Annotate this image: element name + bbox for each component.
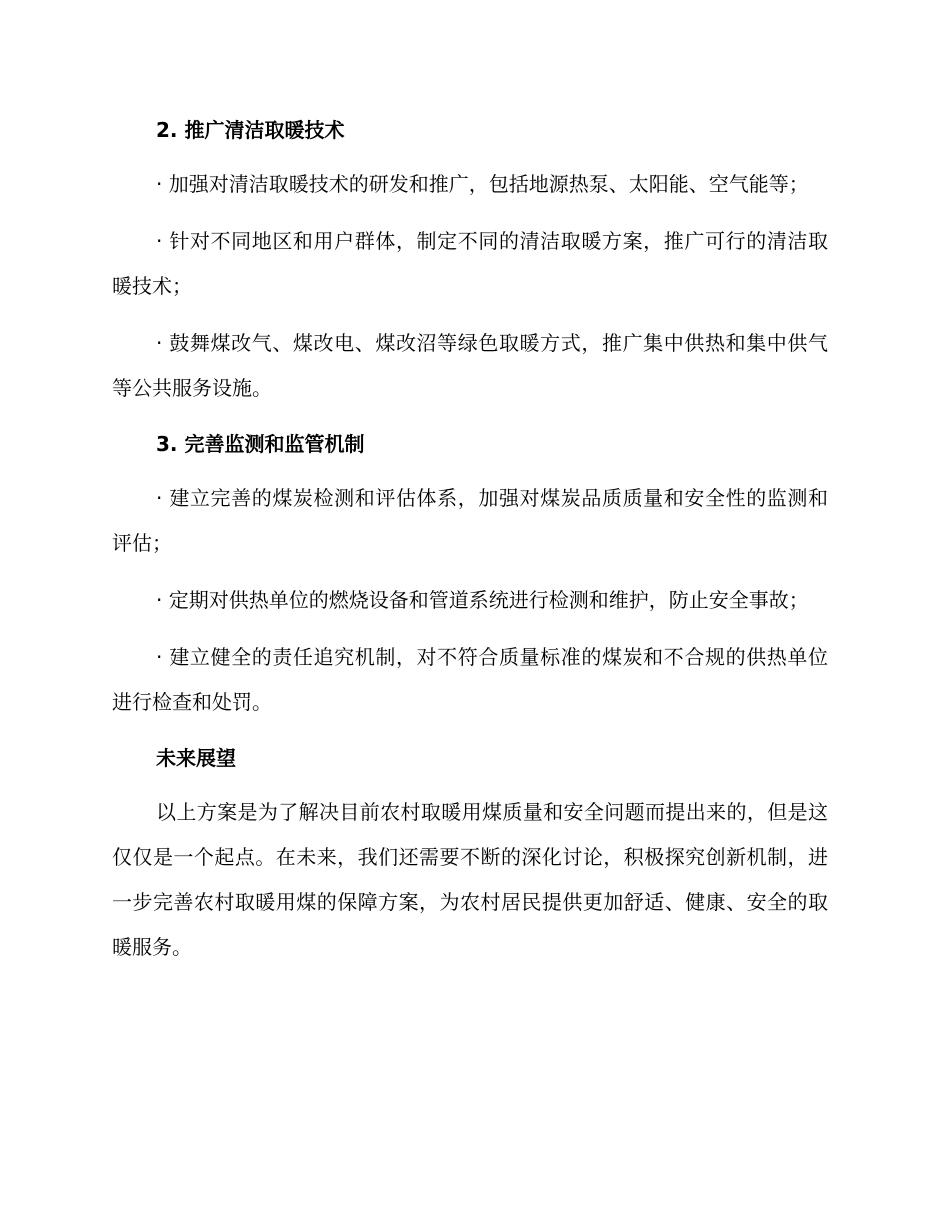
document-page — [112, 109, 828, 970]
section-heading: 2. 推广清洁取暖技术 — [156, 118, 345, 142]
bullet-paragraph: · 加强对清洁取暖技术的研发和推广，包括地源热泵、太阳能、空气能等； — [156, 172, 809, 196]
bullet-paragraph: · 建立完善的煤炭检测和评估体系，加强对煤炭品质质量和安全性的监测和评估； — [112, 486, 828, 555]
section-monitoring — [112, 423, 828, 725]
bullet-paragraph: · 鼓舞煤改气、煤改电、煤改沼等绿色取暖方式，推广集中供热和集中供气等公共服务设施。 — [112, 331, 828, 400]
bullet-paragraph: · 定期对供热单位的燃烧设备和管道系统进行检测和维护，防止安全事故； — [156, 588, 809, 612]
section-outlook — [112, 737, 828, 970]
section-heading: 3. 完善监测和监管机制 — [156, 432, 365, 456]
section-clean-heating — [112, 109, 828, 411]
bullet-paragraph: · 建立健全的责任追究机制，对不符合质量标准的煤炭和不合规的供热单位进行检查和处罚。 — [112, 645, 828, 714]
section-heading: 未来展望 — [156, 746, 236, 770]
body-paragraph: 以上方案是为了解决目前农村取暖用煤质量和安全问题而提出来的，但是这仅仅是一个起点。在未来，我们还需要不断的深化讨论，积极探究创新机制，进一步完善农村取暖用煤的保障方案，为农村居民提供更加舒适、健康、安全的取暖服务。 — [112, 800, 828, 959]
bullet-paragraph: · 针对不同地区和用户群体，制定不同的清洁取暖方案，推广可行的清洁取暖技术； — [112, 229, 828, 298]
